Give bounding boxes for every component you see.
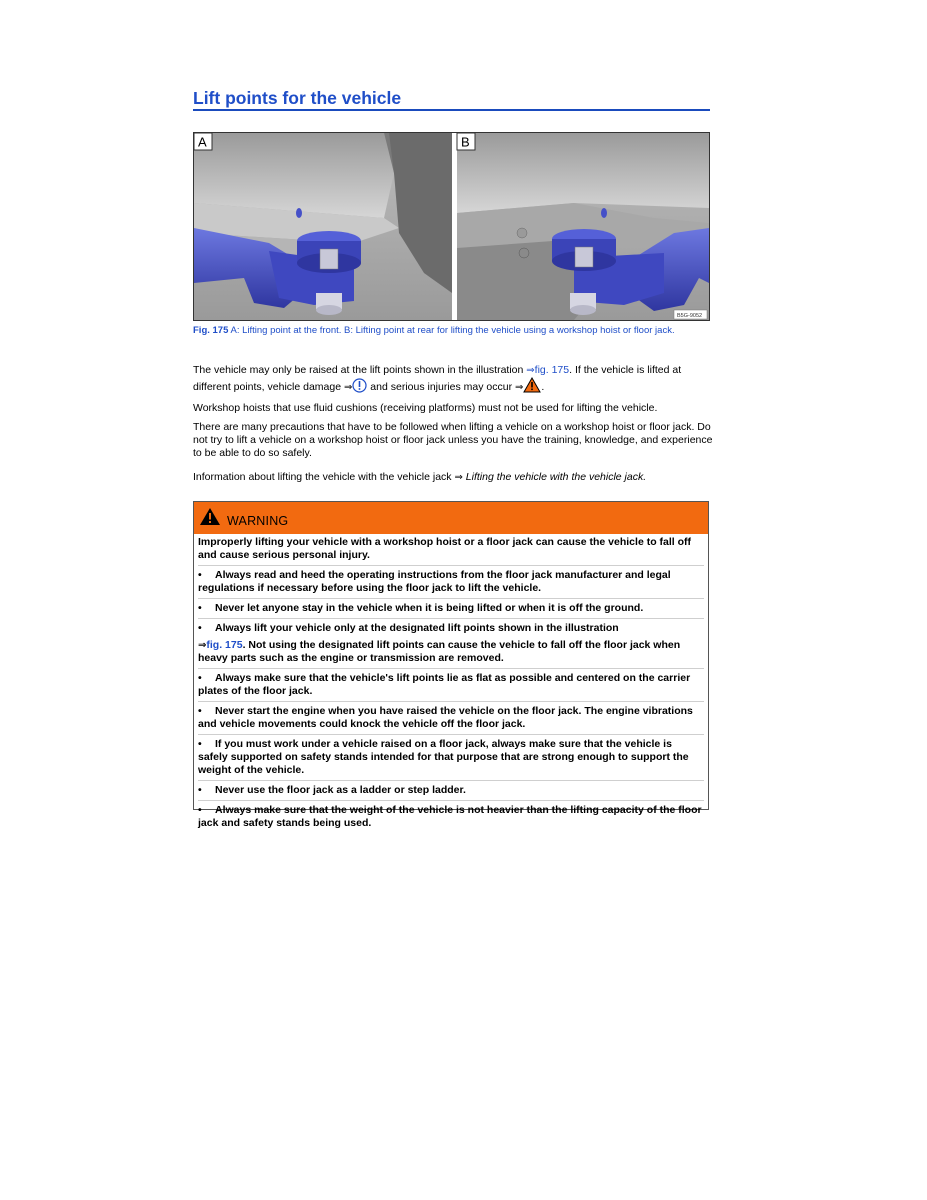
jack-section-ref[interactable]: Lifting the vehicle with the vehicle jack. xyxy=(465,471,647,483)
ref-arrow: ⇒ xyxy=(198,640,207,651)
ref-arrow: ⇒ xyxy=(526,365,535,376)
warning-item xyxy=(198,705,704,735)
bullet: • xyxy=(198,804,202,816)
warning-item-text: Always read and heed the operating instructions from the floor jack manufacturer and legal regulations if necessary before using the floor jack to lift the vehicle. xyxy=(198,569,671,594)
bullet: • xyxy=(198,705,202,717)
figure-number: Fig. 175 xyxy=(193,325,229,336)
warning-body xyxy=(194,534,708,833)
paragraph-vehicle-jack xyxy=(193,471,713,484)
warning-title: WARNING xyxy=(227,514,289,528)
warning-triangle-icon xyxy=(199,507,221,531)
warning-item-text: Never start the engine when you have raised the vehicle on the floor jack. The engine vibrations and vehicle movements could knock the vehicle off the floor jack. xyxy=(198,705,693,730)
warning-item-text: If you must work under a vehicle raised on a floor jack, always make sure that the vehicle is safely supported on safety stands intended for that purpose that are strong enough to support the weight of the vehicle. xyxy=(198,738,689,776)
figure-175 xyxy=(193,132,710,321)
bullet: • xyxy=(198,672,202,684)
warning-item xyxy=(198,622,704,637)
warning-header xyxy=(194,502,708,534)
warning-item-text: Always make sure that the weight of the vehicle is not heavier than the lifting capacity of the floor jack and safety stands being used. xyxy=(198,804,702,829)
para1-text-3: and serious injuries may occur xyxy=(367,381,516,393)
figure-caption xyxy=(193,325,713,337)
panel-a-label: A xyxy=(198,134,207,150)
bullet: • xyxy=(198,784,202,796)
paragraph-precautions: There are many precautions that have to be followed when lifting a vehicle on a workshop hoist or floor jack. Do not try to lift a vehicle on a workshop hoist or floor jack unless you have the training, knowledge, and experience to be able to do so safely. xyxy=(193,421,713,459)
warning-item-text: Never let anyone stay in the vehicle when it is being lifted or when it is off the ground. xyxy=(215,602,644,614)
para1-text-4: . xyxy=(541,381,545,393)
fig-175-link[interactable]: fig. 175 xyxy=(206,639,243,651)
warning-item xyxy=(198,569,704,599)
bullet: • xyxy=(198,602,202,614)
warning-item xyxy=(198,672,704,702)
notice-icon[interactable] xyxy=(352,378,367,397)
warning-continuation-text: . Not using the designated lift points can cause the vehicle to fall off the floor jack when heavy parts such as the engine or transmission are removed. xyxy=(198,639,681,664)
para4-text: Information about lifting the vehicle with the vehicle jack xyxy=(193,471,455,483)
lift-points-illustration xyxy=(194,133,709,320)
paragraph-lift-points xyxy=(193,364,713,397)
caption-text: A: Lifting point at the front. B: Lifting point at rear for lifting the vehicle using a workshop hoist or floor jack. xyxy=(228,325,675,336)
para1-text-1: The vehicle may only be raised at the lift points shown in the illustration xyxy=(193,364,527,376)
warning-item xyxy=(198,804,704,833)
ref-arrow: ⇒ xyxy=(454,472,463,483)
warning-item xyxy=(198,784,704,801)
panel-a xyxy=(194,133,452,320)
warning-intro: Improperly lifting your vehicle with a workshop hoist or a floor jack can cause the vehicle to fall off and cause serious personal injury. xyxy=(198,536,704,566)
warning-box xyxy=(193,501,709,829)
bullet: • xyxy=(198,569,202,581)
paragraph-fluid-cushions: Workshop hoists that use fluid cushions (receiving platforms) must not be used for lifting the vehicle. xyxy=(193,402,658,414)
section-heading xyxy=(193,88,710,111)
panel-b-label: B xyxy=(461,134,470,150)
panel-b xyxy=(457,133,709,320)
warning-item-text: Never use the floor jack as a ladder or step ladder. xyxy=(215,784,466,796)
warning-item-text: Always make sure that the vehicle's lift points lie as flat as possible and centered on the carrier plates of the floor jack. xyxy=(198,672,691,697)
ref-arrow: ⇒ xyxy=(515,382,524,393)
fig-175-link[interactable]: fig. 175 xyxy=(534,364,570,376)
bullet: • xyxy=(198,622,202,634)
ref-arrow: ⇒ xyxy=(343,382,353,393)
page-title: Lift points for the vehicle xyxy=(193,88,402,108)
para1-text-2: . If the vehicle is lifted at different points, vehicle damage xyxy=(193,364,682,393)
warning-continuation xyxy=(198,639,704,669)
figure-code: B5G-9052 xyxy=(677,313,703,319)
warning-triangle-icon[interactable] xyxy=(523,377,541,397)
warning-item xyxy=(198,738,704,781)
bullet: • xyxy=(198,738,202,750)
warning-item xyxy=(198,602,704,619)
warning-item-text: Always lift your vehicle only at the designated lift points shown in the illustration xyxy=(215,622,619,634)
